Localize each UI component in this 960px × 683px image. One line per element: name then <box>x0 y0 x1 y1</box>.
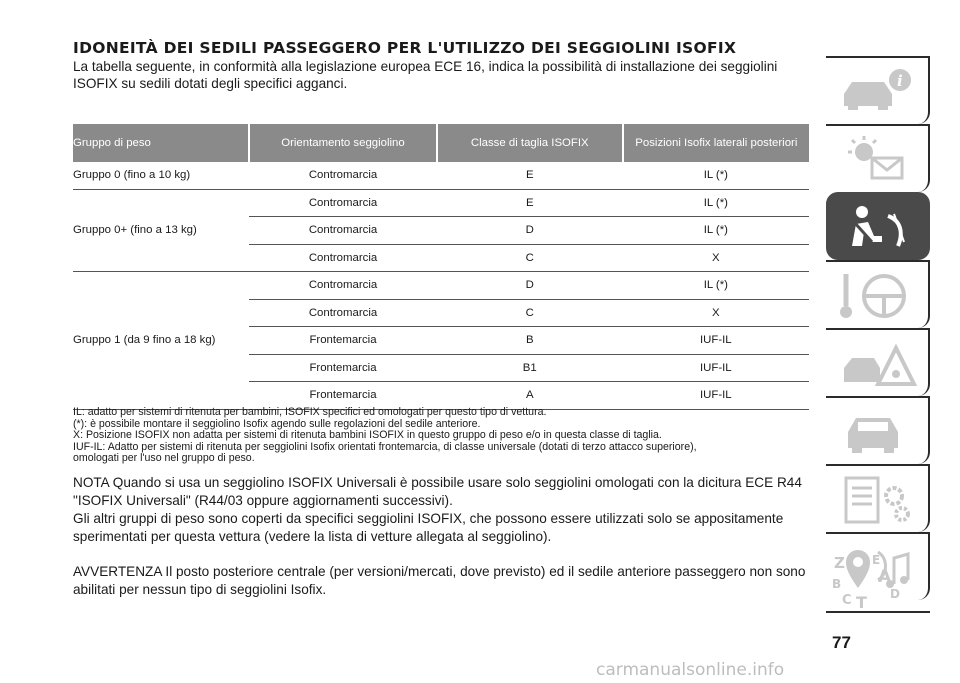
svg-text:Z: Z <box>834 554 845 572</box>
note-line: (*): è possibile montare il seggiolino Isofix agendo sulle regolazioni del sedile anteriore. <box>73 417 481 430</box>
alphabetical-index-icon <box>826 548 928 612</box>
info-paragraph: Gli altri gruppi di peso sono coperti da specifici seggiolini ISOFIX, che possono essere utilizzati solo se appositamente sperimentati per questa vettura (vedere la lista di vetture allegata al seggiolino). <box>73 511 784 544</box>
orientation-cell: Frontemarcia <box>249 382 437 410</box>
sidebar-end-line <box>826 611 930 613</box>
orientation-cell: Frontemarcia <box>249 327 437 355</box>
svg-text:i: i <box>897 72 903 90</box>
intro-text: La tabella seguente, in conformità alla legislazione europea ECE 16, indica la possibilità di installazione dei seggiolini ISOFIX su sedili dotati degli specifici agganci. <box>73 59 778 91</box>
chapter-tab-starting[interactable] <box>826 260 930 328</box>
note-line: IL: adatto per sistemi di ritenuta per bambini, ISOFIX specifici ed omologati per questo tipo di vettura. <box>73 406 547 418</box>
chapter-tab-dashboard[interactable] <box>826 124 930 192</box>
note-line: X: Posizione ISOFIX non adatta per sistemi di ritenuta bambini ISOFIX in questo gruppo di peso e/o in questa classe di taglia. <box>73 429 662 442</box>
nota-paragraph: NOTA Quando si usa un seggiolino ISOFIX Universali è possibile usare solo seggiolini omologati con la dicitura ECE R44 "ISOFIX Universali" (R44/03 oppure aggiornamenti successivi). <box>73 475 802 508</box>
steering-wheel-key-icon <box>838 270 918 322</box>
position-cell: X <box>623 244 809 272</box>
maintenance-list-icon <box>838 474 918 526</box>
header-size-class: Classe di taglia ISOFIX <box>437 124 623 162</box>
warning-paragraph: AVVERTENZA Il posto posteriore centrale (per versioni/mercati, dove previsto) ed il sedile anteriore passeggero non sono abilitati per nessun tipo di seggiolini Isofix. <box>73 564 806 597</box>
dashboard-lights-icon <box>838 134 918 186</box>
car-service-icon <box>838 406 918 458</box>
orientation-cell: Contromarcia <box>249 299 437 327</box>
chapter-tab-safety[interactable] <box>826 192 930 260</box>
svg-text:D: D <box>890 587 900 601</box>
table-row <box>73 162 809 189</box>
table-row <box>73 189 809 217</box>
position-cell: X <box>623 299 809 327</box>
orientation-cell: Frontemarcia <box>249 354 437 382</box>
svg-text:A: A <box>878 567 892 587</box>
size-class-cell: B1 <box>437 354 623 382</box>
header-orientation: Orientamento seggiolino <box>249 124 437 162</box>
size-class-cell: C <box>437 299 623 327</box>
size-class-cell: D <box>437 272 623 300</box>
orientation-cell: Contromarcia <box>249 162 437 189</box>
car-info-icon <box>838 66 918 118</box>
note-line: IUF-IL: Adatto per sistemi di ritenuta per seggiolini Isofix orientati frontemarcia, di classe universale (dotati di terzo attacco superiore), <box>73 440 697 453</box>
group-name: Gruppo 0 (fino a 10 kg) <box>73 162 249 189</box>
chapter-tab-technical-data[interactable] <box>826 464 930 532</box>
group-name: Gruppo 0+ (fino a 13 kg) <box>73 189 249 272</box>
size-class-cell: D <box>437 217 623 245</box>
group-name: Gruppo 1 (da 9 fino a 18 kg) <box>73 272 249 410</box>
safety-seatbelt-icon <box>838 202 918 254</box>
position-cell: IUF-IL <box>623 327 809 355</box>
watermark: carmanualsonline.info <box>596 660 785 680</box>
size-class-cell: A <box>437 382 623 410</box>
position-cell: IL (*) <box>623 189 809 217</box>
orientation-cell: Contromarcia <box>249 272 437 300</box>
svg-text:B: B <box>832 577 842 591</box>
header-weight-group: Gruppo di peso <box>73 124 249 162</box>
position-cell: IUF-IL <box>623 382 809 410</box>
warning-triangle-car-icon <box>838 338 918 390</box>
position-cell: IL (*) <box>623 162 809 189</box>
table-header-row <box>73 124 809 162</box>
orientation-cell: Contromarcia <box>249 244 437 272</box>
svg-text:T: T <box>856 593 867 612</box>
svg-text:E: E <box>872 553 881 567</box>
position-cell: IUF-IL <box>623 354 809 382</box>
page-number: 77 <box>832 633 851 652</box>
size-class-cell: E <box>437 162 623 189</box>
size-class-cell: C <box>437 244 623 272</box>
table-notes <box>73 407 813 465</box>
chapter-tab-car-info[interactable] <box>826 56 930 124</box>
note-line: omologati per l'uso nel gruppo di peso. <box>73 452 255 465</box>
svg-text:C: C <box>842 593 852 608</box>
position-cell: IL (*) <box>623 272 809 300</box>
size-class-cell: E <box>437 189 623 217</box>
position-cell: IL (*) <box>623 217 809 245</box>
page-title: IDONEITÀ DEI SEDILI PASSEGGERO PER L'UTILIZZO DEI SEGGIOLINI ISOFIX <box>73 39 737 57</box>
chapter-tab-emergency[interactable] <box>826 328 930 396</box>
size-class-cell: B <box>437 327 623 355</box>
isofix-table <box>73 124 809 410</box>
header-side-positions: Posizioni Isofix laterali posteriori <box>623 124 809 162</box>
chapter-tab-index[interactable] <box>826 548 928 612</box>
table-row <box>73 272 809 300</box>
orientation-cell: Contromarcia <box>249 217 437 245</box>
orientation-cell: Contromarcia <box>249 189 437 217</box>
chapter-tab-maintenance[interactable] <box>826 396 930 464</box>
